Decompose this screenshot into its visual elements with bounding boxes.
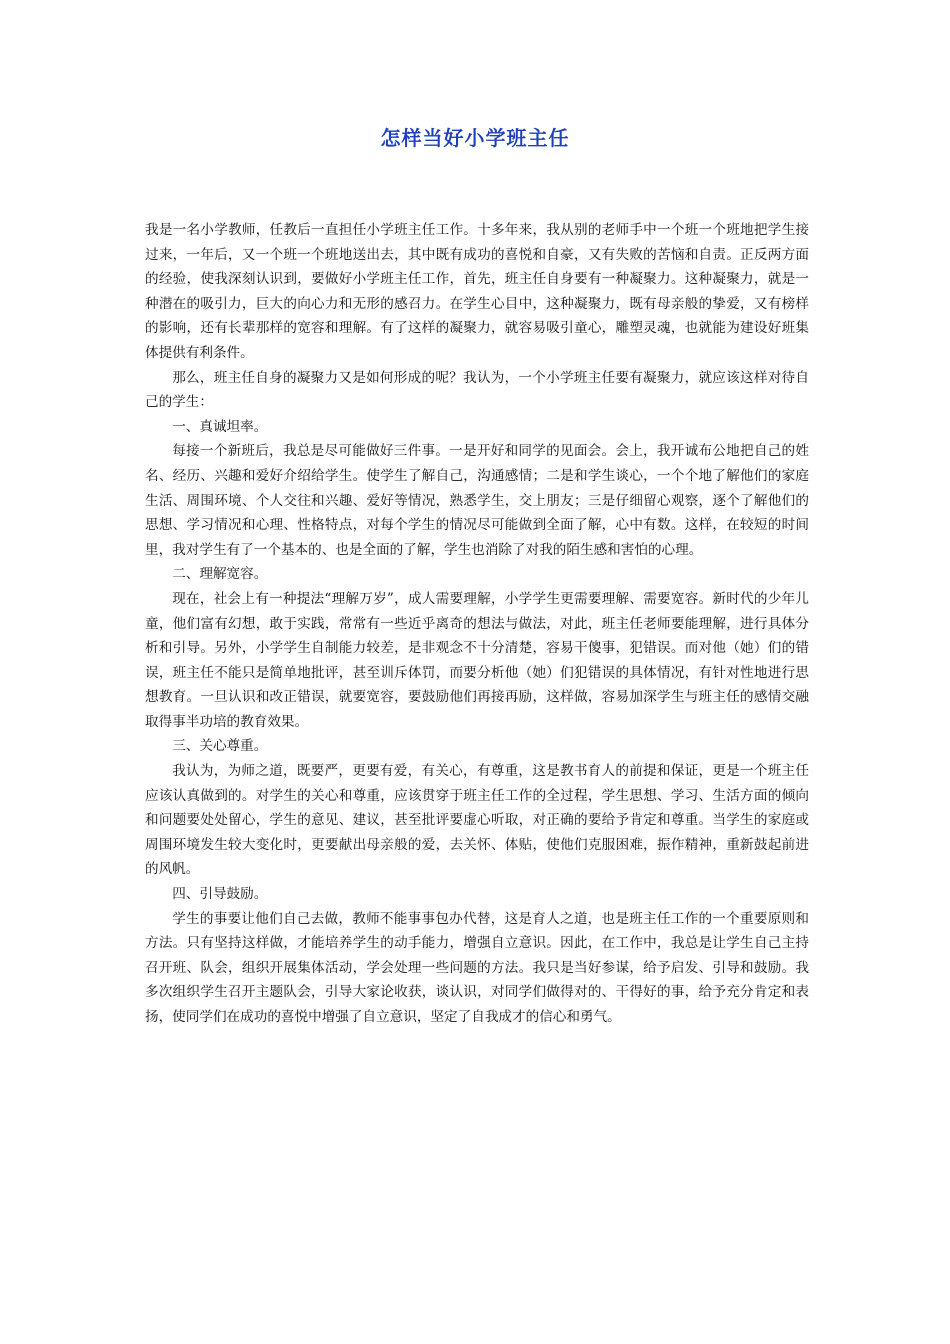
section-heading-1: 一、真诚坦率。 bbox=[172, 418, 268, 435]
section-heading-2: 二、理解宽容。 bbox=[172, 566, 268, 583]
paragraph-section-4: 学生的事要让他们自己去做，教师不能事事包办代替，这是育人之道，也是班主任工作的一个重要原则和方法。只有坚持这样做，才能培养学生的动手能力，增强自立意识。因此，在工作中，我总是让学生自己主持召开班、队会，组织开展集体活动，学会处理一些问题的方法。我只是当好参谋，给予启发、引导和鼓励。我多次组织学生召开主题队会，引导大家论收获，谈认识，对同学们做得对的、干得好的事，给予充分肯定和表扬，使同学们在成功的喜悦中增强了自立意识，坚定了自我成才的信心和勇气。 bbox=[145, 910, 809, 1025]
paragraph-section-1: 每接一个新班后，我总是尽可能做好三件事。一是开好和同学的见面会。会上，我开诚布公地把自己的姓名、经历、兴趣和爱好介绍给学生。使学生了解自己，沟通感情；二是和学生谈心，一个个地了解他们的家庭生活、周围环境、个人交往和兴趣、爱好等情况，熟悉学生，交上朋友；三是仔细留心观察，逐个了解他们的思想、学习情况和心理、性格特点，对每个学生的情况尽可能做到全面了解，心中有数。这样，在较短的时间里，我对学生有了一个基本的、也是全面的了解，学生也消除了对我的陌生感和害怕的心理。 bbox=[145, 443, 809, 558]
paragraph-section-3: 我认为，为师之道，既要严，更要有爱，有关心，有尊重，这是教书育人的前提和保证，更是一个班主任应该认真做到的。对学生的关心和尊重，应该贯穿于班主任工作的全过程，学生思想、学习、生活方面的倾向和问题要处处留心，学生的意见、建议，甚至批评要虚心听取，对正确的要给予肯定和尊重。当学生的家庭或周围环境发生较大变化时，更要献出母亲般的爱，去关怀、体贴，使他们克服困难，振作精神，重新鼓起前进的风帆。 bbox=[145, 763, 809, 878]
paragraph-question: 那么，班主任自身的凝聚力又是如何形成的呢？我认为，一个小学班主任要有凝聚力，就应该这样对待自己的学生： bbox=[145, 369, 809, 411]
document-body bbox=[145, 218, 809, 1030]
paragraph-section-2: 现在，社会上有一种提法“理解万岁”，成人需要理解，小学学生更需要理解、需要宽容。新时代的少年儿童，他们富有幻想，敢于实践，常常有一些近乎离奇的想法与做法，对此，班主任老师要能理解，进行具体分析和引导。另外，小学学生自制能力较差，是非观念不十分清楚，容易干傻事，犯错误。而对他（她）们的错误，班主任不能只是简单地批评，甚至训斥体罚，而要分析他（她）们犯错误的具体情况，有针对性地进行思想教育。一旦认识和改正错误，就要宽容，要鼓励他们再接再励，这样做，容易加深学生与班主任的感情交融取得事半功培的教育效果。 bbox=[145, 590, 809, 730]
document-title: 怎样当好小学班主任 bbox=[380, 126, 570, 150]
paragraph-intro: 我是一名小学教师，任教后一直担任小学班主任工作。十多年来，我从别的老师手中一个班一个班地把学生接过来，一年后，又一个班一个班地送出去，其中既有成功的喜悦和自豪，又有失败的苦恼和自责。正反两方面的经验，使我深刻认识到，要做好小学班主任工作，首先，班主任自身要有一种凝聚力。这种凝聚力，就是一种潜在的吸引力，巨大的向心力和无形的感召力。在学生心目中，这种凝聚力，既有母亲般的挚爱，又有榜样的影响，还有长辈那样的宽容和理解。有了这样的凝聚力，就容易吸引童心，雕塑灵魂，也就能为建设好班集体提供有利条件。 bbox=[145, 222, 809, 361]
section-heading-3: 三、关心尊重。 bbox=[172, 738, 268, 755]
section-heading-4: 四、引导鼓励。 bbox=[172, 886, 268, 903]
